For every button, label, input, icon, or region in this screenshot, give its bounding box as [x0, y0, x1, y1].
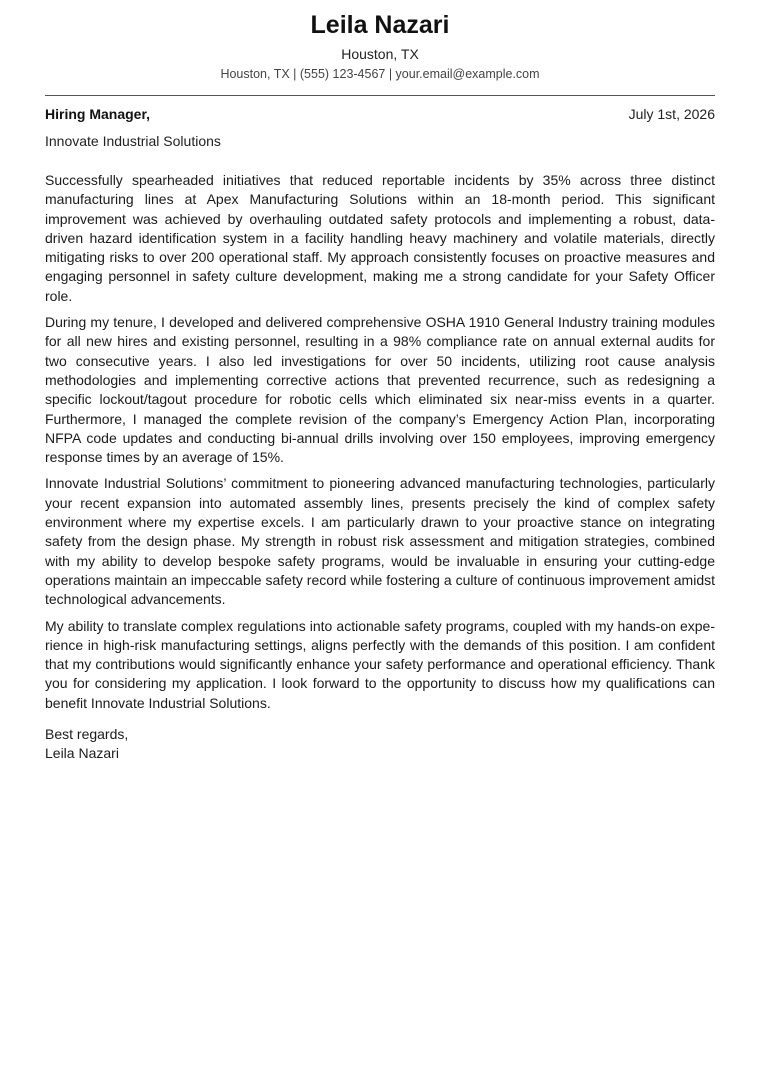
body-paragraph-4: My ability to translate complex regulations into actionable safety programs, coupled with my hands-on experience in high-risk manufacturing settings, aligns perfectly with the demands of this position. I am confident that my contributions would significantly enhance your safety performance and operational efficiency. Thank you for considering my application. I look forward to the opportunity to discuss how my qualifications can benefit Innovate Industrial Solutions.	[45, 617, 715, 711]
sender-location: Houston, TX	[341, 46, 419, 62]
signature-name: Leila Nazari	[45, 745, 119, 762]
letter-date: July 1st, 2026	[628, 106, 715, 122]
letter-header	[45, 0, 715, 82]
body-paragraph-3: Innovate Industrial Solutions’ commitment to pioneering advanced manufacturing technologies, particularly your recent expansion into automated assembly lines, presents precisely the kind of complex safety environment where my expertise excels. I am particularly drawn to your proactive stance on integrating safety from the design phase. My strength in robust risk assessment and mitigation strategies, combined with my ability to develop bespoke safety programs, would be invaluable in ensuring your cutting-edge operations maintain an impeccable safety record while fostering a culture of continuous improvement amidst technological advancements.	[45, 475, 715, 608]
body-paragraph-1: Successfully spearheaded initiatives that reduced reportable incidents by 35% across three distinct manufacturing lines at Apex Manufacturing Solutions within an 18-month period. This significant improvement was achieved by overhauling outdated safety protocols and implementing a robust, data-driven hazard identification system in a facility handling heavy machinery and volatile materials, directly mitigating risks to over 200 operational staff. My approach consistently focuses on proactive measures and engaging personnel in safety culture development, making me a strong candidate for your Safety Officer role.	[45, 172, 715, 304]
sender-name: Leila Nazari	[310, 11, 450, 39]
recipient-company: Innovate Industrial Solutions	[45, 133, 221, 149]
letter-meta-row	[45, 105, 715, 124]
recipient-salutation: Hiring Manager,	[45, 106, 151, 122]
letter-closing	[45, 725, 715, 764]
header-divider	[45, 95, 715, 96]
sender-contact-line: Houston, TX | (555) 123-4567 | your.email@example.com	[220, 67, 540, 81]
closing-phrase: Best regards,	[45, 726, 129, 743]
letter-body	[45, 171, 715, 713]
body-paragraph-2: During my tenure, I developed and delivered comprehensive OSHA 1910 General Industry training modules for all new hires and existing personnel, resulting in a 98% compliance rate on annual external audits for two consecutive years. I also led investigations for over 50 incidents, utilizing root cause analysis methodologies and implementing corrective actions that prevented recurrence, such as redesigning a specific lockout/tagout procedure for robotic cells which eliminated six near-miss events in a quarter. Furthermore, I managed the complete revision of the company’s Emergency Action Plan, incorporating NFPA code updates and conducting bi-annual drills involving over 150 employees, improving emergency response times by an average of 15%.	[45, 314, 715, 466]
